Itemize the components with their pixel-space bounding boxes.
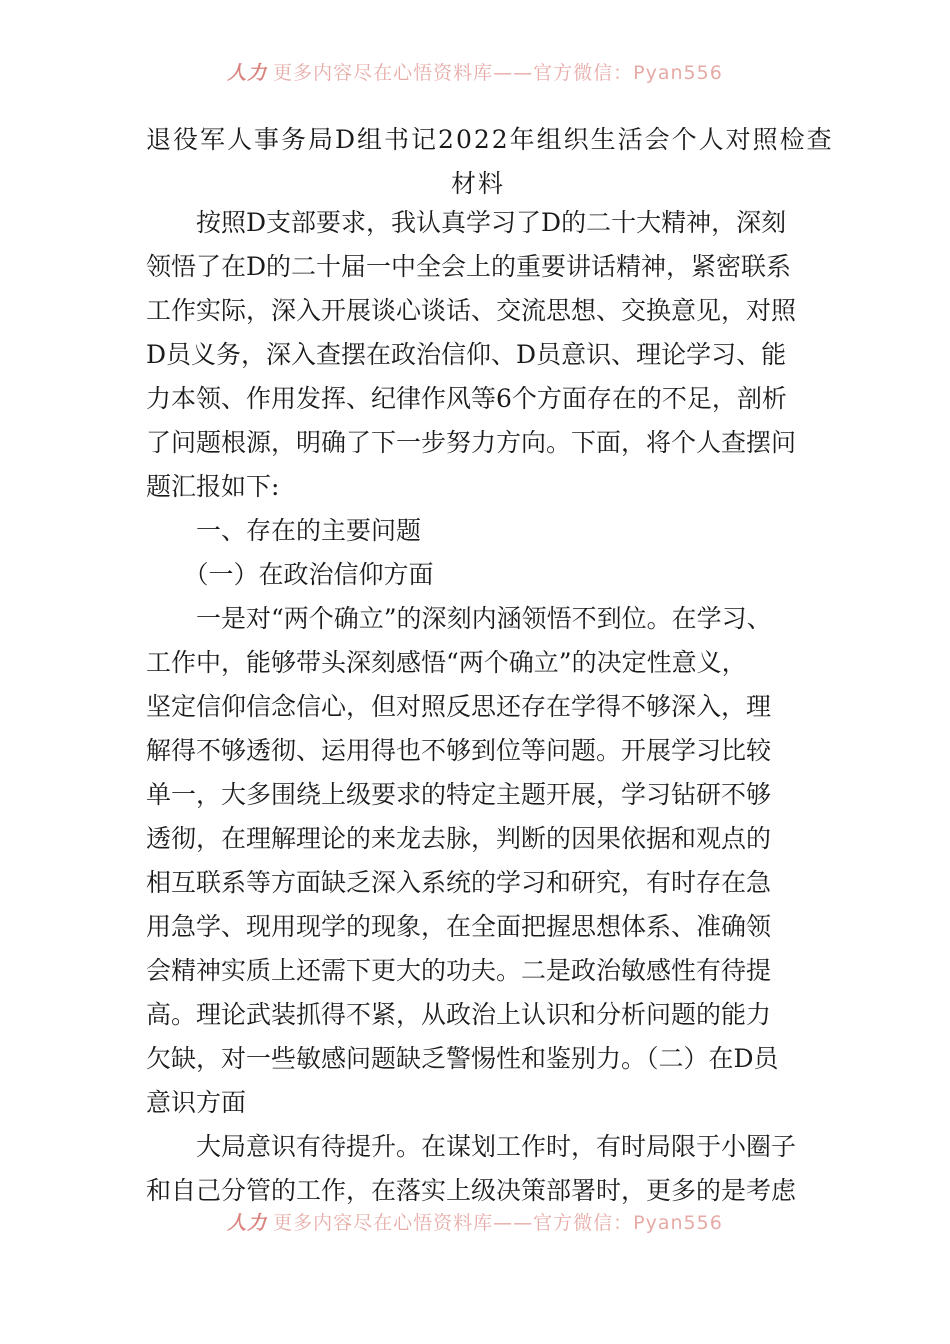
body-line: 高。理论武装抓得不紧，从政治上认识和分析问题的能力	[146, 1000, 772, 1029]
body-line: 领悟了在D的二十届一中全会上的重要讲话精神，紧密联系	[146, 252, 792, 281]
body-line: 一是对“两个确立”的深刻内涵领悟不到位。在学习、	[146, 604, 772, 633]
body-line: 题汇报如下:	[146, 472, 280, 501]
watermark-logo: 人力	[227, 1212, 268, 1234]
body-line: 意识方面	[146, 1088, 247, 1117]
body-line: 欠缺，对一些敏感问题缺乏警惕性和鉴别力。（二）在D员	[146, 1044, 779, 1073]
watermark-text: 更多内容尽在心悟资料库——官方微信：Pyan556	[273, 62, 723, 84]
watermark-footer	[0, 1208, 950, 1235]
body-line: D员义务，深入查摆在政治信仰、D员意识、理论学习、能	[146, 340, 787, 369]
body-line: 和自己分管的工作，在落实上级决策部署时，更多的是考虑	[146, 1176, 797, 1205]
subsection-heading: （一）在政治信仰方面	[146, 560, 434, 589]
body-line: 工作中，能够带头深刻感悟“两个确立”的决定性意义，	[146, 648, 747, 677]
body-line: 透彻，在理解理论的来龙去脉，判断的因果依据和观点的	[146, 824, 772, 853]
body-line: 用急学、现用现学的现象，在全面把握思想体系、准确领	[146, 912, 772, 941]
document-title-line-2: 材料	[450, 169, 505, 198]
body-line: 单一，大多围绕上级要求的特定主题开展，学习钻研不够	[146, 780, 772, 809]
body-line: 了问题根源，明确了下一步努力方向。下面，将个人查摆问	[146, 428, 797, 457]
watermark-header	[0, 58, 950, 85]
document-title-line-1: 退役军人事务局D组书记2022年组织生活会个人对照检查	[146, 125, 834, 154]
body-line: 力本领、作用发挥、纪律作风等6个方面存在的不足，剖析	[146, 384, 787, 413]
body-line: 会精神实质上还需下更大的功夫。二是政治敏感性有待提	[146, 956, 772, 985]
watermark-logo: 人力	[227, 62, 268, 84]
section-heading: 一、存在的主要问题	[146, 516, 422, 545]
body-line: 相互联系等方面缺乏深入系统的学习和研究，有时存在急	[146, 868, 772, 897]
body-line: 坚定信仰信念信心，但对照反思还存在学得不够深入，理	[146, 692, 772, 721]
body-line: 按照D支部要求，我认真学习了D的二十大精神，深刻	[146, 208, 787, 237]
body-line: 大局意识有待提升。在谋划工作时，有时局限于小圈子	[146, 1132, 797, 1161]
body-line: 工作实际，深入开展谈心谈话、交流思想、交换意见，对照	[146, 296, 797, 325]
watermark-text: 更多内容尽在心悟资料库——官方微信：Pyan556	[273, 1212, 723, 1234]
body-line: 解得不够透彻、运用得也不够到位等问题。开展学习比较	[146, 736, 772, 765]
